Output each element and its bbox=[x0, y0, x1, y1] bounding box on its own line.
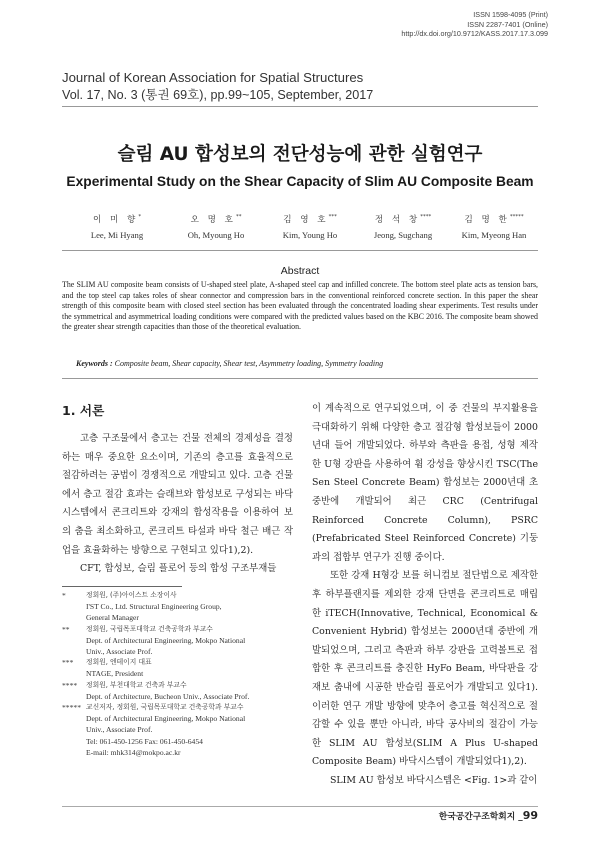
paragraph: SLIM AU 합성보 바닥시스템은 <Fig. 1>과 같이 bbox=[330, 774, 538, 786]
corresponding-email[interactable]: E-mail: mhk314@mokpo.ac.kr bbox=[86, 747, 181, 757]
paragraph: 또한 강재 H형강 보를 허니컴보 절단법으로 제작한 후 하부플랜지를 제외한 강재 단면을 콘크리트로 매립한 iTECH(Innovative, Technical, Economical & Convenient Hybrid) 합성보는 2000년대 중반에 개발되었으며, 그리고 측판과 하부 강판을 고력볼트로 접합한 후 콘크리트를 충진한 HyFo Beam, 바닥판을 강재보 춤내에 시공한 반슬림 플로어가 개발되고 있다1). 이러한 연구 개발 방향에 맞추어 층고를 혁신적으로 절감할 수 있을 뿐만 아니라, 바닥 공사비의 절감이 가능한 SLIM AU 합성보(SLIM A Plus U-shaped Composite Beam) 바닥시스템이 개발되었다1),2). bbox=[312, 570, 538, 768]
issn-print: ISSN 1598-4095 (Print) bbox=[473, 10, 548, 19]
footnote: ***** 교신저자, 정회원, 국립목포대학교 건축공학과 부교수 Dept. of Architectural Engineering, Mokpo National Univ., Associate Prof. Tel: 061-450-1256 Fax: 061-450-6454 E-mail: mhk314@mokpo.ac.kr bbox=[62, 702, 302, 758]
abstract-divider bbox=[62, 378, 538, 379]
keywords-label: Keywords : bbox=[76, 359, 115, 368]
footnote: **** 정회원, 부천대학교 건축과 부교수 Dept. of Architecture, Bucheon Univ., Associate Prof. bbox=[62, 680, 250, 701]
authors-divider bbox=[62, 250, 538, 251]
paragraph: 고층 구조물에서 층고는 건물 전체의 경제성을 결정하는 매우 중요한 요소이며, 기존의 층고를 효율적으로 절감하려는 공법이 경쟁적으로 개발되고 있다. 고층 건물에서 층고 절감 효과는 슬래브와 합성보로 구성되는 바닥시스템에서 콘크리트와 강재의 합성작용을 이용하여 보의 춤을 최소화하고, 콘크리트 타설과 바닥 철근 배근 작업을 효율화하는 방향으로 구현되고 있다1),2). bbox=[62, 433, 293, 556]
footnote-divider bbox=[62, 586, 182, 587]
title-english: Experimental Study on the Shear Capacity of Slim AU Composite Beam bbox=[66, 174, 534, 189]
page-footer bbox=[439, 809, 538, 822]
paragraph: 이 계속적으로 연구되었으며, 이 중 건물의 부지활용을 극대화하기 위해 다양한 층고 절감형 합성보들이 2000년대 들어 개발되었다. 하부와 측판을 용접, 성형 제작한 U형 강판을 사용하여 휨 강성을 향상시킨 TSC(The Sen Steel Concrete Beam) 합성보는 2000년대 초중반에 개발되어 최근 CRC (Centrifugal Reinforced Concrete Column), PSRC (Prefabricated Steel Reinforced Concrete) 기둥과의 접합부 연구가 진행 중이다. bbox=[312, 403, 538, 563]
author-3: 김 영 호*** Kim, Young Ho bbox=[282, 214, 338, 240]
right-column bbox=[312, 400, 538, 790]
author-5: 김 명 한***** Kim, Myeong Han bbox=[461, 214, 527, 240]
keywords bbox=[76, 359, 383, 368]
footnote: ** 정회원, 국립목포대학교 건축공학과 부교수 Dept. of Architectural Engineering, Mokpo National Univ., Associate Prof. bbox=[62, 624, 246, 657]
abstract-heading: Abstract bbox=[280, 265, 320, 277]
title-korean: 슬림 AU 합성보의 전단성능에 관한 실험연구 bbox=[117, 144, 483, 165]
author-1: 이 미 향* Lee, Mi Hyang bbox=[90, 214, 144, 240]
abstract-text: The SLIM AU composite beam consists of U-shaped steel plate, A-shaped steel cap and infilled concrete. The bottom steel plate acts as tension bars, and the top steel cap takes roles of shear connector and compression bars in the conventional reinforced concrete section. In this paper the shear strength of this composite beam with closed steel section has been evaluated through the concentrated loading shear experiments. Test results under the symmetrical and asymmetrical loading conditions were compared with the predicted values based on the KBC 2016. The composite beam showed the greater shear strength capacities than those of the theoretical evaluation. bbox=[62, 280, 538, 332]
doi-link[interactable]: http://dx.doi.org/10.9712/KASS.2017.17.3.099 bbox=[401, 29, 548, 39]
volume-info: Vol. 17, No. 3 (통권 69호), pp.99~105, September, 2017 bbox=[62, 88, 374, 102]
author-2: 오 명 호** Oh, Myoung Ho bbox=[187, 214, 245, 240]
footnote: *** 정회원, 엔테이지 대표 NTAGE, President bbox=[62, 658, 152, 679]
author-4: 정 석 창**** Jeong, Sugchang bbox=[373, 214, 433, 240]
paragraph: CFT, 합성보, 슬림 플로어 등의 합성 구조부재들 bbox=[80, 563, 277, 575]
footnotes bbox=[62, 590, 302, 758]
page-number: 99 bbox=[522, 809, 538, 822]
issn-block bbox=[401, 10, 548, 39]
journal-name: Journal of Korean Association for Spatial Structures bbox=[62, 70, 364, 85]
footnote: * 정회원, (주)아이스트 소장이사 I'ST Co., Ltd. Structural Engineering Group, General Manager bbox=[62, 591, 222, 623]
footer-divider bbox=[62, 806, 538, 807]
left-column bbox=[62, 430, 293, 579]
keywords-list: Composite beam, Shear capacity, Shear test, Asymmetry loading, Symmetry loading bbox=[114, 359, 384, 368]
footer-journal: 한국공간구조학회지 _ bbox=[438, 812, 523, 822]
header-divider bbox=[62, 106, 538, 107]
section-heading: 1. 서론 bbox=[62, 403, 105, 418]
issn-online: ISSN 2287-7401 (Online) bbox=[467, 19, 548, 29]
